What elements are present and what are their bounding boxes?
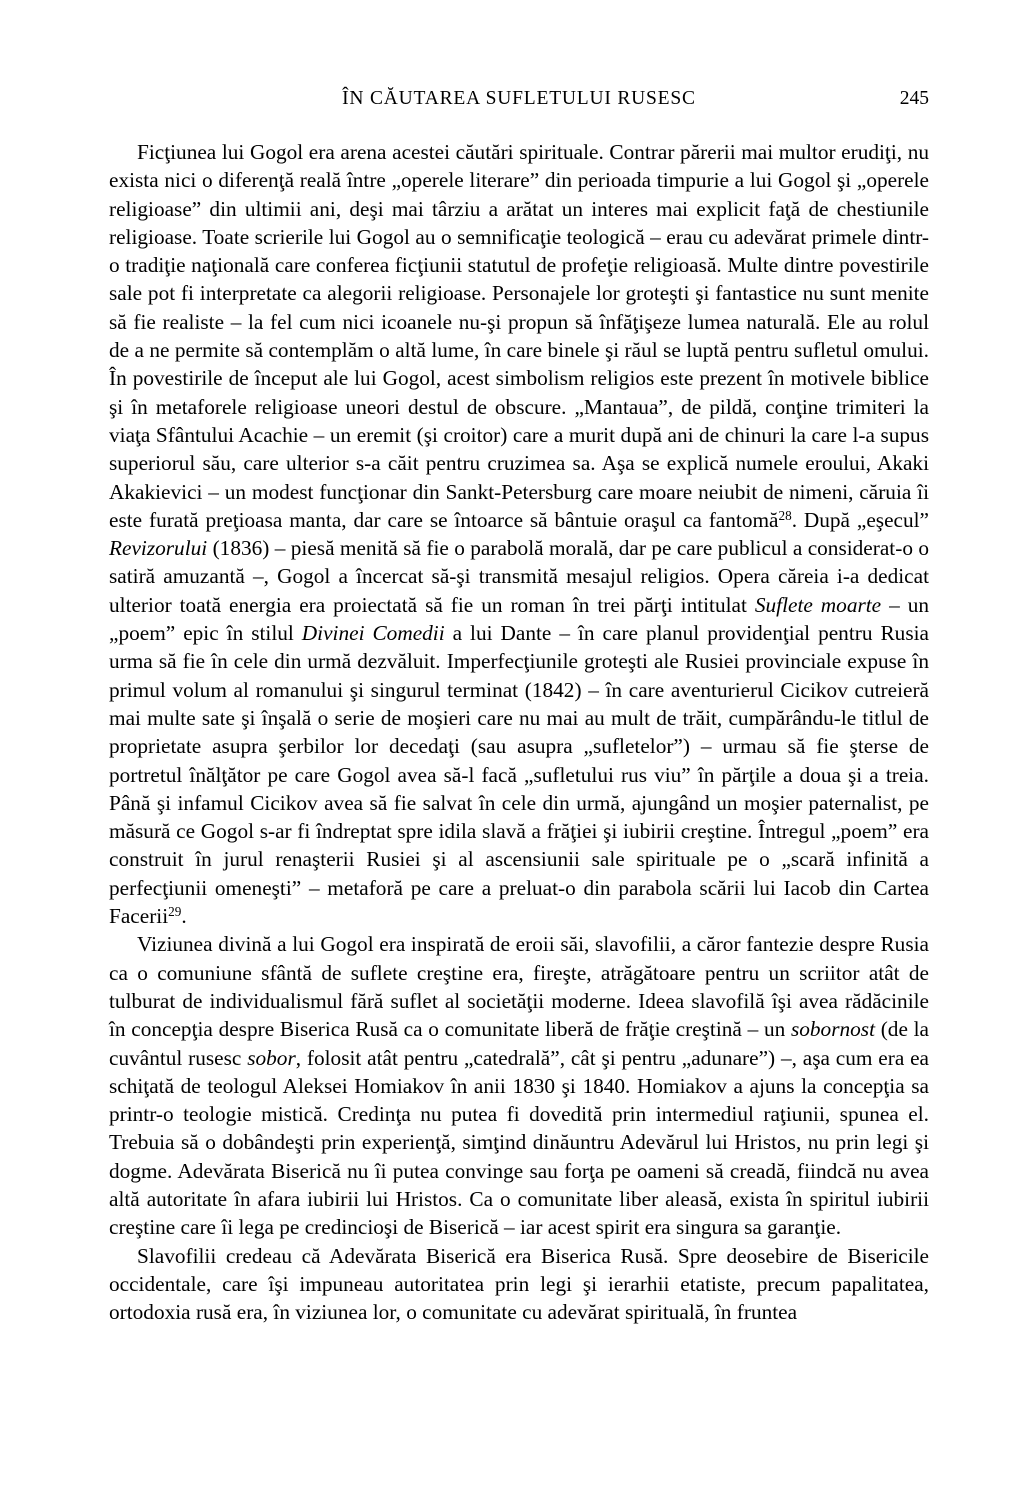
italic-run-divinei-comedii: Divinei Comedii <box>301 621 445 646</box>
running-head-title: ÎN CĂUTAREA SUFLETULUI RUSESC <box>342 88 696 109</box>
paragraph-3 <box>109 1242 929 1327</box>
text-run: a lui Dante – în care planul providenţial pentru Rusia urma să fie în cele din urmă dezvăluit. Imperfecţiunile groteşti ale Rusiei provinciale expuse în primul volum al romanului şi singurul terminat (1842) – în care aventurierul Cicikov cutreieră mai multe sate şi înşală o serie de moşieri care nu mai au mult de trăit, cumpărându-le titlul de proprietate asupra şerbilor lor decedaţi (sau asupra „sufletelor”) – urmau să fie şterse de portretul înălţător pe care Gogol avea să-l facă „sufletului rus viu” în părţile a doua şi a treia. Până şi infamul Cicikov avea să fie salvat în cele din urmă, ajungând un moşier paternalist, pe măsură ce Gogol s-ar fi îndreptat spre idila slavă a frăţiei şi iubirii creştine. Întregul „poem” era construit în jurul renaşterii Rusiei şi al ascensiunii sale spirituale pe o „scară infinită a perfecţiunii omeneşti” – metaforă pe care a preluat-o din parabola scării lui Iacob din Cartea Facerii <box>109 621 929 929</box>
text-run: . După „eşecul” <box>791 507 929 532</box>
text-run: – un „poem” epic în stilul <box>109 592 929 646</box>
text-run: (1836) – piesă menită să fie o parabolă morală, dar pe care publicul a considerat-o o satiră amuzantă –, Gogol a încercat să-şi transmită mesajul religios. Opera căreia i-a dedicat ulterior toată energia era proiectată să fie un roman în trei părţi intitulat <box>109 536 929 617</box>
text-run: Ficţiunea lui Gogol era arena acestei căutări spirituale. Contrar părerii mai multor erudiţi, nu exista nici o diferenţă reală între „operele literare” din perioada timpurie a lui Gogol şi „operele religioase” din ultimii ani, deşi mai târziu a arătat un interes mai explicit faţă de chestiunile religioase. Toate scrierile lui Gogol au o semnificaţie teologică – erau cu adevărat primele dintr-o tradiţie naţională care conferea ficţiunii statutul de profeţie religioasă. Multe dintre povestirile sale pot fi interpretate ca alegorii religioase. Personajele lor groteşti şi fantastice nu sunt menite să fie realiste – la fel cum nici icoanele nu-şi propun să înfăţişeze lumea naturală. Ele au rolul de a ne permite să contemplăm o altă lume, în care binele şi răul se luptă pentru sufletul omului. În povestirile de început ale lui Gogol, acest simbolism religios este prezent în motivele biblice şi în metaforele religioase uneori destul de obscure. „Mantaua”, de pildă, conţine trimiteri la viaţa Sfântului Acachie – un eremit (şi croitor) care a murit după ani de chinuri la care l-a supus superiorul său, care ulterior s-a căit pentru cruzimea sa. Aşa se explică numele eroului, Akaki Akakievici – un modest funcţionar din Sankt-Petersburg care moare neiubit de nimeni, căruia îi este furată preţioasa manta, dar care se întoarce să bântuie oraşul ca fantomă <box>109 140 929 532</box>
italic-run-sobor: sobor <box>247 1045 296 1070</box>
footnote-ref-29: 29 <box>168 903 182 919</box>
paragraph-1 <box>109 138 929 930</box>
text-block <box>109 88 929 1326</box>
footnote-ref-28: 28 <box>778 507 792 523</box>
text-run: (de la cuvântul rusesc <box>109 1017 929 1070</box>
paragraph-2 <box>109 930 929 1241</box>
italic-run-revizorului: Revizorului <box>109 536 208 561</box>
running-head <box>109 88 929 114</box>
text-run: . <box>181 904 187 929</box>
text-run: , folosit atât pentru „catedrală”, cât şi pentru „adunare”) –, aşa cum era ea schiţată de teologul Aleksei Homiakov în anii 1830 şi 1840. Homiakov a ajuns la concepţia sa printr-o teologie mistică. Credinţa nu putea fi dovedită prin intermediul raţiunii, spunea el. Trebuia să o dobândeşti prin experienţă, simţind dinăuntru Adevărul lui Hristos, nu prin legi şi dogme. Adevărata Biserică nu îi putea convinge sau forţa pe oameni să creadă, fiindcă nu avea altă autoritate în afara iubirii lui Hristos. Ca o comunitate liber aleasă, exista în spiritul iubirii creştine care îi lega pe credincioşi de Biserică – iar acest spirit era singura sa garanţie. <box>109 1045 930 1240</box>
text-run: Viziunea divină a lui Gogol era inspirată de eroii săi, slavofilii, a căror fantezie despre Rusia ca o comuniune sfântă de suflete creştine era, fireşte, atrăgătoare pentru un scriitor atât de tulburat de individualismul fără suflet al societăţii moderne. Ideea slavofilă îşi avea rădăcinile în concepţia despre Biserica Rusă ca o comunitate liberă de frăţie creştină – un <box>109 932 929 1042</box>
italic-run-sobornost: sobornost <box>790 1017 875 1042</box>
text-run: Slavofilii credeau că Adevărata Biserică era Biserica Rusă. Spre deosebire de Bisericile occidentale, care îşi impuneau autoritatea prin legi şi ierarhii etatiste, precum papalitatea, ortodoxia rusă era, în viziunea lor, o comunitate cu adevărat spirituală, în fruntea <box>109 1243 929 1325</box>
italic-run-suflete-moarte: Suflete moarte <box>754 592 882 617</box>
page-number: 245 <box>899 88 929 109</box>
body-text <box>109 138 929 1326</box>
